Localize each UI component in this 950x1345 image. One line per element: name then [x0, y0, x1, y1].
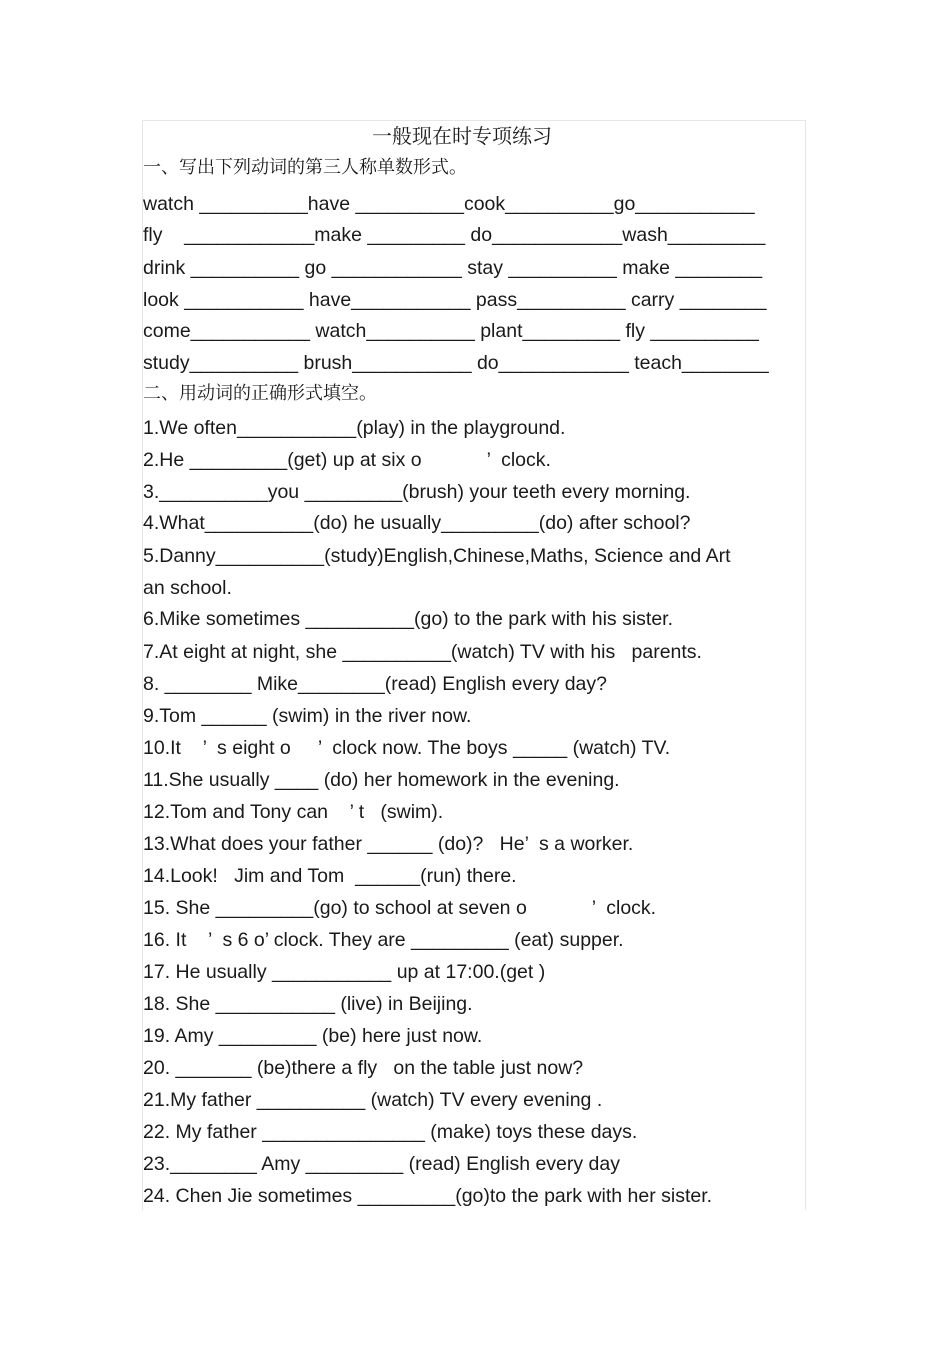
- exercise-line-12: 12.Tom and Tony can ’ t (swim).: [143, 801, 444, 823]
- exercise-line-3: 3.__________you _________(brush) your teeth every morning.: [143, 481, 691, 503]
- verb-row-2: fly ____________make _________ do____________wash_________: [143, 224, 766, 246]
- exercise-line-18: 18. She ___________ (live) in Beijing.: [143, 993, 473, 1015]
- exercise-line-9: 9.Tom ______ (swim) in the river now.: [143, 705, 472, 727]
- exercise-line-8: 8. ________ Mike________(read) English every day?: [143, 673, 607, 695]
- verb-row-6: study__________ brush___________ do____________ teach________: [143, 352, 769, 374]
- exercise-line-5-cont: an school.: [143, 577, 232, 599]
- section1-heading: 一、写出下列动词的第三人称单数形式。: [143, 157, 467, 178]
- exercise-line-11: 11.She usually ____ (do) her homework in the evening.: [143, 769, 620, 791]
- exercise-line-22: 22. My father _______________ (make) toys these days.: [143, 1121, 638, 1143]
- exercise-line-23: 23.________ Amy _________ (read) English every day: [143, 1153, 620, 1175]
- exercise-line-21: 21.My father __________ (watch) TV every evening .: [143, 1089, 603, 1111]
- exercise-line-7: 7.At eight at night, she __________(watch) TV with his parents.: [143, 641, 702, 663]
- exercise-line-14: 14.Look! Jim and Tom ______(run) there.: [143, 865, 517, 887]
- worksheet-title: 一般现在时专项练习: [372, 124, 552, 148]
- verb-row-3: drink __________ go ____________ stay __________ make ________: [143, 257, 763, 279]
- exercise-line-24: 24. Chen Jie sometimes _________(go)to the park with her sister.: [143, 1185, 713, 1207]
- exercise-line-13: 13.What does your father ______ (do)? He’ s a worker.: [143, 833, 634, 855]
- section2-heading: 二、用动词的正确形式填空。: [143, 383, 377, 404]
- exercise-line-5: 5.Danny__________(study)English,Chinese,Maths, Science and Art: [143, 545, 731, 567]
- exercise-line-2: 2.He _________(get) up at six o ’ clock.: [143, 449, 551, 471]
- exercise-line-1: 1.We often___________(play) in the playground.: [143, 417, 566, 439]
- exercise-line-15: 15. She _________(go) to school at seven o ’ clock.: [143, 897, 657, 919]
- exercise-line-17: 17. He usually ___________ up at 17:00.(get ): [143, 961, 546, 983]
- exercise-line-16: 16. It ’ s 6 o’ clock. They are _________ (eat) supper.: [143, 929, 624, 951]
- verb-row-1: watch __________have __________cook__________go___________: [143, 193, 755, 215]
- exercise-line-20: 20. _______ (be)there a fly on the table just now?: [143, 1057, 584, 1079]
- verb-row-4: look ___________ have___________ pass__________ carry ________: [143, 289, 767, 311]
- exercise-line-4: 4.What__________(do) he usually_________(do) after school?: [143, 512, 691, 534]
- exercise-line-6: 6.Mike sometimes __________(go) to the park with his sister.: [143, 608, 674, 630]
- exercise-line-10: 10.It ’ s eight o ’ clock now. The boys _____ (watch) TV.: [143, 737, 671, 759]
- verb-row-5: come___________ watch__________ plant_________ fly __________: [143, 320, 759, 342]
- exercise-line-19: 19. Amy _________ (be) here just now.: [143, 1025, 483, 1047]
